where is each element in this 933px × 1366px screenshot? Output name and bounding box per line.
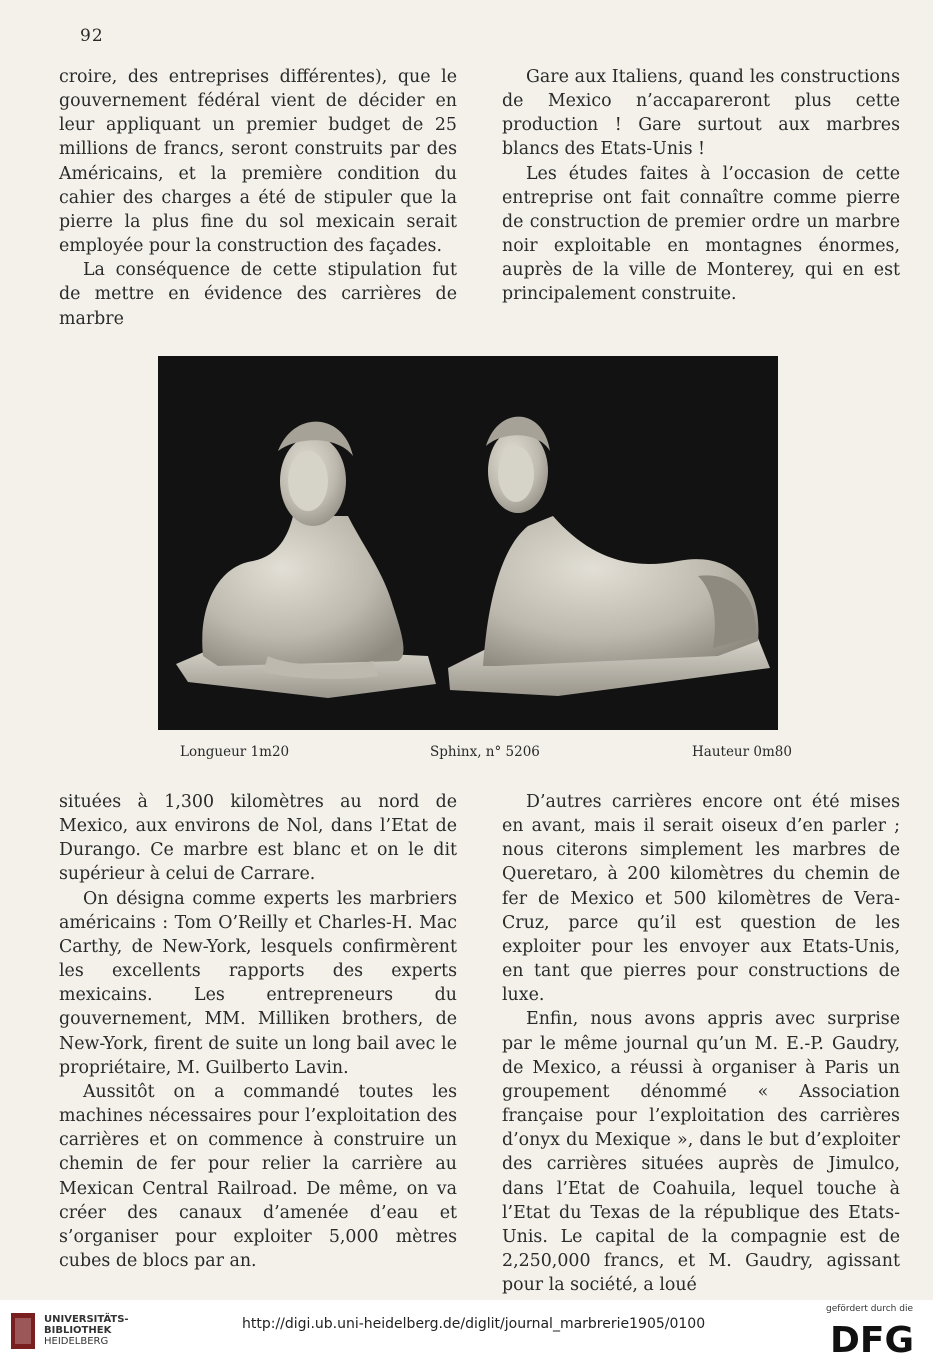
paragraph: situées à 1,300 kilomètres au nord de Mexico, aux environs de Nol, dans l’Etat de Durango. Ce marbre est blanc et on le dit supérieur à celui de Carrare. xyxy=(59,792,457,885)
paragraph: Gare aux Italiens, quand les constructions de Mexico n’accapareront plus cette production ! Gare surtout aux marbres blancs des Etats-Unis ! xyxy=(502,67,900,160)
right-sphinx xyxy=(448,417,770,696)
university-seal-icon xyxy=(10,1312,36,1350)
paragraph: croire, des entreprises différentes), que le gouvernement fédéral vient de décider en leur appliquant un premier budget de 25 millions de francs, seront construits par des Américains, et la première condition du cahier des charges a été de stipuler que la pierre la plus fine du sol mexicain serait employée pour la construction des façades. xyxy=(59,67,457,257)
institution-line: HEIDELBERG xyxy=(44,1336,109,1347)
paragraph: Les études faites à l’occasion de cette entreprise ont fait connaître comme pierre de construction de premier ordre un marbre noir exploitable en montagnes énormes, auprès de la ville de Monterey, qui en est principalement construite. xyxy=(502,163,900,305)
left-sphinx xyxy=(176,422,436,698)
dfg-logo-icon xyxy=(830,1318,922,1358)
sphinx-photograph xyxy=(158,356,778,730)
caption-height: Hauteur 0m80 xyxy=(692,744,792,760)
digitization-footer xyxy=(0,1300,933,1366)
column-bottom-left xyxy=(59,790,457,1273)
paragraph: On désigna comme experts les marbriers américains : Tom O’Reilly et Charles-H. Mac Carthy, de New-York, lesquels confirmèrent les excellents rapports des experts mexicains. Les entrepreneurs du gouvernement, MM. Milliken brothers, de New-York, firent de suite un long bail avec le propriétaire, M. Guilberto Lavin. xyxy=(59,888,457,1078)
page-number: 92 xyxy=(80,26,104,46)
paragraph: La conséquence de cette stipulation fut de mettre en évidence des carrières de marbre xyxy=(59,260,457,329)
paragraph: Enfin, nous avons appris avec surprise par le même journal qu’un M. E.-P. Gaudry, de Mexico, a réussi à organiser à Paris un groupement dénommé « Association française pour l’exploitation des carrières d’onyx du Mexique », dans le but d’exploiter des carrières situées auprès de Jimulco, dans l’Etat de Coahuila, lequel touche à l’Etat du Texas de la république des Etats-Unis. Le capital de la compagnie est de 2,250,000 francs, et M. Gaudry, agissant pour la société, a loué xyxy=(502,1009,900,1296)
institution-line: UNIVERSITÄTS- xyxy=(44,1314,129,1325)
paragraph: Aussitôt on a commandé toutes les machines nécessaires pour l’exploitation des carrières et on commence à construire un chemin de fer pour relier la carrière au Mexican Central Railroad. De même, on va créer des canaux d’amenée d’eau et s’organiser pour exploiter 5,000 mètres cubes de blocs par an. xyxy=(59,1081,457,1271)
column-top-right xyxy=(502,65,900,307)
caption-title: Sphinx, n° 5206 xyxy=(430,744,540,760)
source-url-link[interactable]: http://digi.ub.uni-heidelberg.de/diglit/journal_marbrerie1905/0100 xyxy=(242,1316,706,1332)
institution-name xyxy=(44,1314,129,1347)
funding-note: gefördert durch die xyxy=(826,1304,913,1314)
column-top-left xyxy=(59,65,457,331)
dfg-logo-text: DFG xyxy=(830,1320,915,1358)
paragraph: D’autres carrières encore ont été mises en avant, mais il serait oiseux d’en parler ; nous citerons simplement les marbres de Queretaro, à 200 kilomètres du chemin de fer de Mexico et 500 kilomètres de Vera-Cruz, parce qu’il est question de les exploiter pour les envoyer aux Etats-Unis, en tant que pierres pour constructions de luxe. xyxy=(502,792,900,1006)
column-bottom-right xyxy=(502,790,900,1297)
institution-line: BIBLIOTHEK xyxy=(44,1325,112,1336)
caption-length: Longueur 1m20 xyxy=(180,744,290,760)
